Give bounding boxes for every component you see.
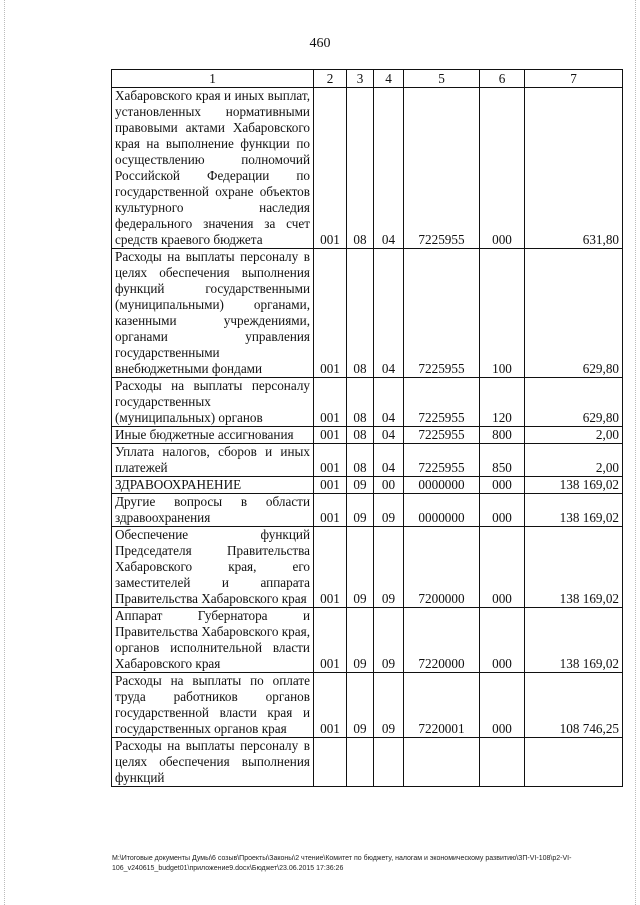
- header-col-6: 6: [480, 70, 525, 88]
- row-section-code: [347, 738, 374, 787]
- row-ministry-code: 001: [314, 427, 347, 444]
- page-number: 460: [309, 36, 331, 51]
- row-target-code: 7225955: [404, 427, 480, 444]
- table-body: [112, 88, 623, 787]
- row-expense-type-code: 000: [480, 527, 525, 608]
- row-subsection-code: 09: [374, 494, 404, 527]
- row-name: Уплата налогов, сборов и иных платежей: [115, 444, 310, 475]
- row-name: Иные бюджетные ассигнования: [115, 427, 294, 442]
- row-subsection-code: 09: [374, 527, 404, 608]
- row-name: Хабаровского края и иных выплат, установленных нормативными правовыми актами Хабаровского края на выполнение функции по осуществлению полномочий Российской Федерации по государственной охране объектов культурного наследия федерального значения за счет средств краевого бюджета: [115, 88, 310, 247]
- table-row: [112, 427, 623, 444]
- row-name: Обеспечение функций Председателя Правительства Хабаровского края, его заместителей и аппарата Правительства Хабаровского края: [115, 527, 310, 606]
- header-col-1: 1: [112, 70, 314, 88]
- row-ministry-code: 001: [314, 608, 347, 673]
- row-target-code: 7200000: [404, 527, 480, 608]
- row-name: Расходы на выплаты персоналу государственных (муниципальных) органов: [115, 378, 310, 425]
- row-expense-type-code: 000: [480, 673, 525, 738]
- row-expense-type-code: 000: [480, 494, 525, 527]
- table-row: [112, 378, 623, 427]
- row-expense-type-code: 100: [480, 249, 525, 378]
- row-name: Расходы на выплаты по оплате труда работников органов государственной власти края и государственных органов края: [115, 673, 310, 736]
- row-amount: 138 169,02: [525, 494, 623, 527]
- row-amount: [525, 738, 623, 787]
- table-row: [112, 608, 623, 673]
- row-target-code: 0000000: [404, 477, 480, 494]
- row-target-code: 7220000: [404, 608, 480, 673]
- header-col-4: 4: [374, 70, 404, 88]
- header-col-3: 3: [347, 70, 374, 88]
- budget-table: [111, 69, 623, 787]
- row-name: Расходы на выплаты персоналу в целях обеспечения выполнения функций: [115, 738, 310, 785]
- row-expense-type-code: 000: [480, 477, 525, 494]
- row-amount: 138 169,02: [525, 527, 623, 608]
- row-section-code: 08: [347, 249, 374, 378]
- row-subsection-code: 04: [374, 427, 404, 444]
- row-amount: 138 169,02: [525, 477, 623, 494]
- row-section-code: 08: [347, 444, 374, 477]
- row-section-code: 08: [347, 427, 374, 444]
- row-subsection-code: 04: [374, 378, 404, 427]
- table-row: [112, 527, 623, 608]
- row-subsection-code: 04: [374, 88, 404, 249]
- row-subsection-code: 09: [374, 608, 404, 673]
- row-subsection-code: 04: [374, 249, 404, 378]
- row-section-code: 09: [347, 608, 374, 673]
- row-expense-type-code: 120: [480, 378, 525, 427]
- header-col-2: 2: [314, 70, 347, 88]
- row-ministry-code: 001: [314, 249, 347, 378]
- row-ministry-code: 001: [314, 378, 347, 427]
- table-row: [112, 88, 623, 249]
- row-name: Аппарат Губернатора и Правительства Хабаровского края, органов исполнительной власти Хабаровского края: [115, 608, 310, 671]
- row-target-code: 7220001: [404, 673, 480, 738]
- row-amount: 108 746,25: [525, 673, 623, 738]
- row-ministry-code: 001: [314, 527, 347, 608]
- row-target-code: 7225955: [404, 88, 480, 249]
- row-target-code: 7225955: [404, 249, 480, 378]
- row-section-code: 09: [347, 673, 374, 738]
- row-target-code: 0000000: [404, 494, 480, 527]
- row-expense-type-code: 000: [480, 608, 525, 673]
- row-subsection-code: 09: [374, 673, 404, 738]
- row-ministry-code: 001: [314, 477, 347, 494]
- header-col-7: 7: [525, 70, 623, 88]
- row-expense-type-code: 850: [480, 444, 525, 477]
- row-section-code: 09: [347, 527, 374, 608]
- row-subsection-code: 00: [374, 477, 404, 494]
- row-ministry-code: 001: [314, 444, 347, 477]
- row-amount: 629,80: [525, 249, 623, 378]
- row-expense-type-code: 000: [480, 88, 525, 249]
- left-margin-line: [4, 0, 6, 905]
- row-ministry-code: 001: [314, 88, 347, 249]
- row-name: Другие вопросы в области здравоохранения: [115, 494, 310, 525]
- table-row: [112, 444, 623, 477]
- right-margin-line: [635, 0, 637, 905]
- header-row: [112, 70, 623, 88]
- header-col-5: 5: [404, 70, 480, 88]
- row-amount: 2,00: [525, 427, 623, 444]
- file-path-footer: M:\Итоговые документы Думы\6 созыв\Проекты\Законы\2 чтение\Комитет по бюджету, налогам и экономическому развитию\ЗП-VI-108\p2-VI-106_v240615_budget01\приложение9.docx\Бюджет\23.06.2015 17:36:26: [112, 855, 572, 872]
- row-expense-type-code: 800: [480, 427, 525, 444]
- row-ministry-code: 001: [314, 494, 347, 527]
- row-amount: 2,00: [525, 444, 623, 477]
- table-row: [112, 249, 623, 378]
- row-section-code: 09: [347, 477, 374, 494]
- row-name: Расходы на выплаты персоналу в целях обеспечения выполнения функций государственными (муниципальными) органами, казенными учреждениями, органами управления государственными внебюджетными фондами: [115, 249, 310, 376]
- table-row: [112, 673, 623, 738]
- row-section-code: 09: [347, 494, 374, 527]
- row-target-code: [404, 738, 480, 787]
- row-amount: 629,80: [525, 378, 623, 427]
- table-row: [112, 494, 623, 527]
- row-subsection-code: [374, 738, 404, 787]
- row-expense-type-code: [480, 738, 525, 787]
- table-row: [112, 738, 623, 787]
- row-target-code: 7225955: [404, 444, 480, 477]
- row-ministry-code: 001: [314, 673, 347, 738]
- table-row: [112, 477, 623, 494]
- row-name: ЗДРАВООХРАНЕНИЕ: [115, 477, 242, 492]
- row-amount: 631,80: [525, 88, 623, 249]
- row-ministry-code: [314, 738, 347, 787]
- row-target-code: 7225955: [404, 378, 480, 427]
- row-section-code: 08: [347, 378, 374, 427]
- row-amount: 138 169,02: [525, 608, 623, 673]
- row-subsection-code: 04: [374, 444, 404, 477]
- row-section-code: 08: [347, 88, 374, 249]
